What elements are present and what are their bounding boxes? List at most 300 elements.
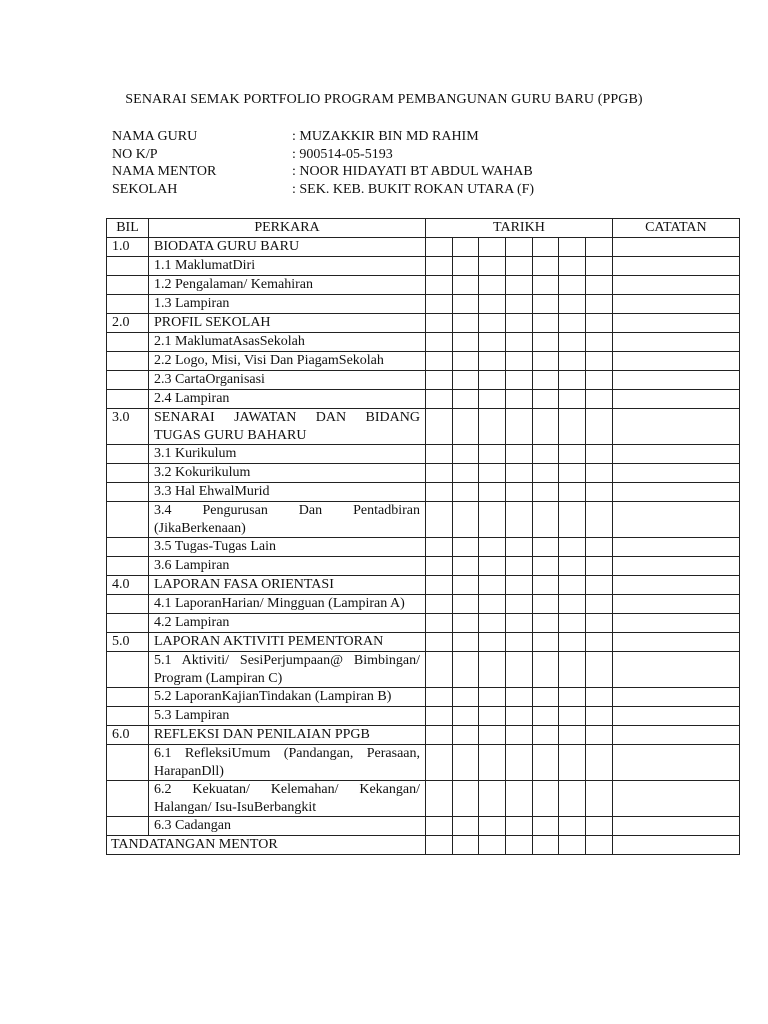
cell-tarikh[interactable] bbox=[506, 464, 533, 483]
cell-catatan[interactable] bbox=[612, 445, 739, 464]
cell-tarikh[interactable] bbox=[426, 276, 453, 295]
cell-tarikh[interactable] bbox=[452, 707, 479, 726]
cell-tarikh[interactable] bbox=[426, 707, 453, 726]
cell-tarikh[interactable] bbox=[426, 483, 453, 502]
cell-tarikh[interactable] bbox=[452, 314, 479, 333]
cell-tarikh[interactable] bbox=[586, 817, 613, 836]
cell-tarikh[interactable] bbox=[532, 633, 559, 652]
cell-tarikh[interactable] bbox=[506, 817, 533, 836]
cell-catatan[interactable] bbox=[612, 633, 739, 652]
cell-tarikh[interactable] bbox=[426, 333, 453, 352]
cell-tarikh[interactable] bbox=[452, 276, 479, 295]
cell-tarikh[interactable] bbox=[506, 557, 533, 576]
header-perkara: PERKARA bbox=[149, 219, 426, 238]
cell-tarikh[interactable] bbox=[506, 614, 533, 633]
cell-tarikh[interactable] bbox=[586, 371, 613, 390]
table-row bbox=[107, 295, 740, 314]
cell-tarikh[interactable] bbox=[426, 538, 453, 557]
cell-catatan[interactable] bbox=[612, 483, 739, 502]
cell-perkara: 3.1 Kurikulum bbox=[149, 445, 426, 464]
cell-tarikh[interactable] bbox=[426, 614, 453, 633]
cell-tarikh[interactable] bbox=[586, 836, 613, 855]
cell-tarikh[interactable] bbox=[586, 238, 613, 257]
cell-tarikh[interactable] bbox=[586, 726, 613, 745]
cell-tarikh[interactable] bbox=[426, 371, 453, 390]
cell-tarikh[interactable] bbox=[479, 836, 506, 855]
cell-tarikh[interactable] bbox=[506, 371, 533, 390]
cell-tarikh[interactable] bbox=[559, 745, 586, 781]
cell-tarikh[interactable] bbox=[586, 707, 613, 726]
table-row bbox=[107, 371, 740, 390]
cell-tarikh[interactable] bbox=[479, 483, 506, 502]
cell-tarikh[interactable] bbox=[506, 333, 533, 352]
table-row bbox=[107, 483, 740, 502]
cell-tarikh[interactable] bbox=[559, 295, 586, 314]
cell-tarikh[interactable] bbox=[559, 538, 586, 557]
cell-tarikh[interactable] bbox=[532, 276, 559, 295]
header-tarikh: TARIKH bbox=[426, 219, 613, 238]
cell-tarikh[interactable] bbox=[532, 726, 559, 745]
cell-tarikh[interactable] bbox=[532, 314, 559, 333]
table-row bbox=[107, 257, 740, 276]
document-title: SENARAI SEMAK PORTFOLIO PROGRAM PEMBANGUNAN GURU BARU (PPGB) bbox=[125, 92, 643, 107]
cell-tarikh[interactable] bbox=[532, 464, 559, 483]
cell-bil bbox=[107, 276, 149, 295]
cell-tarikh[interactable] bbox=[479, 817, 506, 836]
table-row bbox=[107, 333, 740, 352]
cell-tarikh[interactable] bbox=[532, 707, 559, 726]
cell-tarikh[interactable] bbox=[452, 295, 479, 314]
cell-tarikh[interactable] bbox=[452, 595, 479, 614]
cell-tarikh[interactable] bbox=[559, 707, 586, 726]
cell-bil bbox=[107, 538, 149, 557]
cell-tarikh[interactable] bbox=[532, 557, 559, 576]
cell-tarikh[interactable] bbox=[532, 745, 559, 781]
cell-perkara: 6.3 Cadangan bbox=[149, 817, 426, 836]
cell-tarikh[interactable] bbox=[452, 614, 479, 633]
cell-tarikh[interactable] bbox=[452, 745, 479, 781]
info-label: SEKOLAH bbox=[112, 181, 178, 197]
cell-tarikh[interactable] bbox=[532, 576, 559, 595]
cell-tarikh[interactable] bbox=[559, 464, 586, 483]
cell-bil bbox=[107, 333, 149, 352]
cell-catatan[interactable] bbox=[612, 688, 739, 707]
cell-catatan[interactable] bbox=[612, 276, 739, 295]
table-row bbox=[107, 688, 740, 707]
cell-tarikh[interactable] bbox=[426, 633, 453, 652]
info-value: : NOOR HIDAYATI BT ABDUL WAHAB bbox=[292, 164, 533, 179]
cell-tarikh[interactable] bbox=[532, 595, 559, 614]
cell-bil: 2.0 bbox=[107, 314, 149, 333]
cell-tarikh[interactable] bbox=[452, 333, 479, 352]
cell-tarikh[interactable] bbox=[479, 295, 506, 314]
info-label: NAMA GURU bbox=[112, 129, 198, 144]
cell-perkara: 3.4 Pengurusan Dan Pentadbiran (JikaBerkenaan) bbox=[149, 502, 426, 538]
cell-tarikh[interactable] bbox=[452, 817, 479, 836]
table-row bbox=[107, 614, 740, 633]
cell-perkara: LAPORAN FASA ORIENTASI bbox=[149, 576, 426, 595]
cell-tarikh[interactable] bbox=[506, 538, 533, 557]
cell-tarikh[interactable] bbox=[586, 576, 613, 595]
cell-tarikh[interactable] bbox=[559, 314, 586, 333]
cell-bil bbox=[107, 257, 149, 276]
cell-tarikh[interactable] bbox=[479, 595, 506, 614]
cell-tarikh[interactable] bbox=[532, 502, 559, 538]
cell-tarikh[interactable] bbox=[586, 483, 613, 502]
cell-tarikh[interactable] bbox=[479, 333, 506, 352]
info-label: NO K/P bbox=[112, 146, 158, 162]
cell-tarikh[interactable] bbox=[559, 614, 586, 633]
cell-perkara: 3.6 Lampiran bbox=[149, 557, 426, 576]
cell-tarikh[interactable] bbox=[586, 445, 613, 464]
cell-perkara: 3.3 Hal EhwalMurid bbox=[149, 483, 426, 502]
cell-tarikh[interactable] bbox=[532, 238, 559, 257]
cell-tarikh[interactable] bbox=[452, 409, 479, 445]
cell-catatan[interactable] bbox=[612, 238, 739, 257]
cell-catatan[interactable] bbox=[612, 502, 739, 538]
cell-tarikh[interactable] bbox=[506, 652, 533, 688]
cell-tarikh[interactable] bbox=[586, 745, 613, 781]
cell-tarikh[interactable] bbox=[452, 538, 479, 557]
cell-tarikh[interactable] bbox=[479, 557, 506, 576]
cell-bil bbox=[107, 614, 149, 633]
teacher-info bbox=[112, 128, 534, 198]
cell-tarikh[interactable] bbox=[586, 314, 613, 333]
cell-tarikh[interactable] bbox=[452, 464, 479, 483]
cell-tarikh[interactable] bbox=[426, 409, 453, 445]
table-row bbox=[107, 707, 740, 726]
cell-catatan[interactable] bbox=[612, 836, 739, 855]
cell-bil bbox=[107, 745, 149, 781]
cell-tarikh[interactable] bbox=[506, 409, 533, 445]
cell-tarikh[interactable] bbox=[559, 633, 586, 652]
cell-tarikh[interactable] bbox=[506, 688, 533, 707]
cell-tarikh[interactable] bbox=[532, 538, 559, 557]
cell-tarikh[interactable] bbox=[506, 238, 533, 257]
cell-perkara: 1.1 MaklumatDiri bbox=[149, 257, 426, 276]
cell-tarikh[interactable] bbox=[506, 502, 533, 538]
cell-tarikh[interactable] bbox=[559, 483, 586, 502]
cell-catatan[interactable] bbox=[612, 371, 739, 390]
cell-tarikh[interactable] bbox=[532, 257, 559, 276]
table-row bbox=[107, 595, 740, 614]
cell-tarikh[interactable] bbox=[479, 745, 506, 781]
cell-tarikh[interactable] bbox=[506, 707, 533, 726]
cell-perkara: SENARAI JAWATAN DAN BIDANG TUGAS GURU BAHARU bbox=[149, 409, 426, 445]
cell-bil bbox=[107, 707, 149, 726]
mentor-signature-label: TANDATANGAN MENTOR bbox=[107, 836, 426, 855]
cell-catatan[interactable] bbox=[612, 390, 739, 409]
cell-tarikh[interactable] bbox=[506, 295, 533, 314]
cell-tarikh[interactable] bbox=[452, 390, 479, 409]
cell-tarikh[interactable] bbox=[426, 781, 453, 817]
cell-tarikh[interactable] bbox=[559, 652, 586, 688]
cell-tarikh[interactable] bbox=[532, 483, 559, 502]
cell-tarikh[interactable] bbox=[559, 502, 586, 538]
cell-tarikh[interactable] bbox=[479, 238, 506, 257]
cell-tarikh[interactable] bbox=[479, 688, 506, 707]
cell-perkara: 3.5 Tugas-Tugas Lain bbox=[149, 538, 426, 557]
cell-catatan[interactable] bbox=[612, 614, 739, 633]
cell-tarikh[interactable] bbox=[452, 257, 479, 276]
cell-tarikh[interactable] bbox=[452, 836, 479, 855]
cell-tarikh[interactable] bbox=[532, 409, 559, 445]
cell-tarikh[interactable] bbox=[426, 314, 453, 333]
cell-tarikh[interactable] bbox=[479, 726, 506, 745]
cell-catatan[interactable] bbox=[612, 595, 739, 614]
info-row bbox=[112, 146, 534, 164]
cell-tarikh[interactable] bbox=[586, 652, 613, 688]
cell-tarikh[interactable] bbox=[452, 352, 479, 371]
cell-tarikh[interactable] bbox=[479, 652, 506, 688]
info-value: : SEK. KEB. BUKIT ROKAN UTARA (F) bbox=[292, 181, 535, 197]
cell-tarikh[interactable] bbox=[479, 257, 506, 276]
cell-bil bbox=[107, 502, 149, 538]
table-body bbox=[107, 238, 740, 855]
cell-tarikh[interactable] bbox=[532, 781, 559, 817]
table-row bbox=[107, 409, 740, 445]
table-row bbox=[107, 652, 740, 688]
cell-tarikh[interactable] bbox=[559, 781, 586, 817]
cell-catatan[interactable] bbox=[612, 257, 739, 276]
cell-tarikh[interactable] bbox=[452, 371, 479, 390]
cell-tarikh[interactable] bbox=[559, 445, 586, 464]
cell-tarikh[interactable] bbox=[479, 352, 506, 371]
cell-tarikh[interactable] bbox=[532, 295, 559, 314]
cell-bil bbox=[107, 688, 149, 707]
cell-tarikh[interactable] bbox=[559, 557, 586, 576]
table-header-row bbox=[107, 219, 740, 238]
cell-perkara: 2.4 Lampiran bbox=[149, 390, 426, 409]
cell-tarikh[interactable] bbox=[452, 238, 479, 257]
cell-tarikh[interactable] bbox=[559, 257, 586, 276]
cell-tarikh[interactable] bbox=[426, 595, 453, 614]
cell-catatan[interactable] bbox=[612, 464, 739, 483]
cell-perkara: LAPORAN AKTIVITI PEMENTORAN bbox=[149, 633, 426, 652]
cell-tarikh[interactable] bbox=[452, 483, 479, 502]
cell-tarikh[interactable] bbox=[479, 614, 506, 633]
table-row bbox=[107, 238, 740, 257]
info-row bbox=[112, 163, 534, 181]
cell-tarikh[interactable] bbox=[452, 652, 479, 688]
cell-tarikh[interactable] bbox=[559, 409, 586, 445]
cell-tarikh[interactable] bbox=[506, 576, 533, 595]
table-row bbox=[107, 576, 740, 595]
cell-tarikh[interactable] bbox=[426, 836, 453, 855]
cell-tarikh[interactable] bbox=[506, 257, 533, 276]
cell-tarikh[interactable] bbox=[426, 464, 453, 483]
cell-tarikh[interactable] bbox=[559, 817, 586, 836]
cell-bil: 3.0 bbox=[107, 409, 149, 445]
cell-tarikh[interactable] bbox=[426, 745, 453, 781]
cell-tarikh[interactable] bbox=[586, 595, 613, 614]
table-row bbox=[107, 538, 740, 557]
cell-catatan[interactable] bbox=[612, 557, 739, 576]
cell-tarikh[interactable] bbox=[506, 726, 533, 745]
cell-tarikh[interactable] bbox=[506, 483, 533, 502]
cell-tarikh[interactable] bbox=[506, 445, 533, 464]
cell-tarikh[interactable] bbox=[426, 238, 453, 257]
cell-tarikh[interactable] bbox=[426, 726, 453, 745]
cell-tarikh[interactable] bbox=[452, 502, 479, 538]
cell-bil bbox=[107, 390, 149, 409]
cell-tarikh[interactable] bbox=[559, 390, 586, 409]
cell-tarikh[interactable] bbox=[452, 781, 479, 817]
cell-tarikh[interactable] bbox=[586, 295, 613, 314]
cell-tarikh[interactable] bbox=[479, 502, 506, 538]
cell-tarikh[interactable] bbox=[479, 371, 506, 390]
cell-tarikh[interactable] bbox=[532, 352, 559, 371]
cell-tarikh[interactable] bbox=[586, 333, 613, 352]
cell-tarikh[interactable] bbox=[586, 390, 613, 409]
cell-tarikh[interactable] bbox=[532, 652, 559, 688]
cell-tarikh[interactable] bbox=[532, 371, 559, 390]
cell-tarikh[interactable] bbox=[452, 557, 479, 576]
cell-tarikh[interactable] bbox=[479, 314, 506, 333]
cell-catatan[interactable] bbox=[612, 652, 739, 688]
cell-catatan[interactable] bbox=[612, 352, 739, 371]
cell-catatan[interactable] bbox=[612, 409, 739, 445]
cell-bil bbox=[107, 557, 149, 576]
header-catatan: CATATAN bbox=[612, 219, 739, 238]
cell-tarikh[interactable] bbox=[532, 817, 559, 836]
cell-tarikh[interactable] bbox=[559, 238, 586, 257]
cell-tarikh[interactable] bbox=[506, 633, 533, 652]
cell-tarikh[interactable] bbox=[586, 464, 613, 483]
table-row bbox=[107, 464, 740, 483]
cell-perkara: REFLEKSI DAN PENILAIAN PPGB bbox=[149, 726, 426, 745]
cell-catatan[interactable] bbox=[612, 333, 739, 352]
cell-tarikh[interactable] bbox=[479, 464, 506, 483]
cell-tarikh[interactable] bbox=[586, 352, 613, 371]
cell-bil: 4.0 bbox=[107, 576, 149, 595]
cell-tarikh[interactable] bbox=[559, 276, 586, 295]
cell-tarikh[interactable] bbox=[586, 633, 613, 652]
cell-tarikh[interactable] bbox=[452, 633, 479, 652]
cell-tarikh[interactable] bbox=[586, 688, 613, 707]
cell-tarikh[interactable] bbox=[586, 257, 613, 276]
table-row bbox=[107, 445, 740, 464]
cell-bil bbox=[107, 295, 149, 314]
cell-tarikh[interactable] bbox=[479, 707, 506, 726]
cell-tarikh[interactable] bbox=[559, 836, 586, 855]
cell-bil bbox=[107, 371, 149, 390]
cell-tarikh[interactable] bbox=[559, 688, 586, 707]
cell-tarikh[interactable] bbox=[506, 276, 533, 295]
checklist-table bbox=[106, 218, 740, 855]
cell-tarikh[interactable] bbox=[452, 726, 479, 745]
cell-perkara: 1.3 Lampiran bbox=[149, 295, 426, 314]
info-row bbox=[112, 181, 534, 199]
cell-tarikh[interactable] bbox=[532, 445, 559, 464]
cell-tarikh[interactable] bbox=[586, 502, 613, 538]
cell-tarikh[interactable] bbox=[426, 445, 453, 464]
cell-tarikh[interactable] bbox=[426, 652, 453, 688]
cell-tarikh[interactable] bbox=[559, 726, 586, 745]
cell-tarikh[interactable] bbox=[532, 688, 559, 707]
cell-catatan[interactable] bbox=[612, 745, 739, 781]
cell-tarikh[interactable] bbox=[479, 390, 506, 409]
cell-tarikh[interactable] bbox=[586, 781, 613, 817]
cell-tarikh[interactable] bbox=[586, 538, 613, 557]
cell-tarikh[interactable] bbox=[532, 614, 559, 633]
cell-tarikh[interactable] bbox=[506, 836, 533, 855]
cell-tarikh[interactable] bbox=[586, 409, 613, 445]
cell-tarikh[interactable] bbox=[506, 745, 533, 781]
cell-catatan[interactable] bbox=[612, 726, 739, 745]
cell-tarikh[interactable] bbox=[506, 352, 533, 371]
cell-tarikh[interactable] bbox=[559, 576, 586, 595]
cell-tarikh[interactable] bbox=[426, 817, 453, 836]
cell-catatan[interactable] bbox=[612, 817, 739, 836]
cell-tarikh[interactable] bbox=[532, 390, 559, 409]
cell-tarikh[interactable] bbox=[479, 538, 506, 557]
cell-tarikh[interactable] bbox=[506, 595, 533, 614]
cell-bil bbox=[107, 445, 149, 464]
cell-tarikh[interactable] bbox=[479, 409, 506, 445]
cell-tarikh[interactable] bbox=[559, 333, 586, 352]
cell-bil bbox=[107, 483, 149, 502]
cell-tarikh[interactable] bbox=[426, 502, 453, 538]
cell-tarikh[interactable] bbox=[426, 257, 453, 276]
cell-perkara: 4.1 LaporanHarian/ Mingguan (Lampiran A) bbox=[149, 595, 426, 614]
table-row bbox=[107, 726, 740, 745]
cell-tarikh[interactable] bbox=[506, 314, 533, 333]
cell-tarikh[interactable] bbox=[479, 445, 506, 464]
cell-tarikh[interactable] bbox=[426, 688, 453, 707]
cell-perkara: 3.2 Kokurikulum bbox=[149, 464, 426, 483]
cell-tarikh[interactable] bbox=[452, 576, 479, 595]
cell-tarikh[interactable] bbox=[506, 390, 533, 409]
cell-catatan[interactable] bbox=[612, 295, 739, 314]
cell-tarikh[interactable] bbox=[586, 557, 613, 576]
info-row bbox=[112, 128, 534, 146]
cell-tarikh[interactable] bbox=[426, 576, 453, 595]
cell-perkara: 2.2 Logo, Misi, Visi Dan PiagamSekolah bbox=[149, 352, 426, 371]
cell-tarikh[interactable] bbox=[452, 445, 479, 464]
cell-tarikh[interactable] bbox=[559, 352, 586, 371]
cell-tarikh[interactable] bbox=[426, 557, 453, 576]
table-row bbox=[107, 276, 740, 295]
cell-tarikh[interactable] bbox=[559, 371, 586, 390]
cell-catatan[interactable] bbox=[612, 538, 739, 557]
cell-tarikh[interactable] bbox=[532, 836, 559, 855]
cell-tarikh[interactable] bbox=[479, 576, 506, 595]
cell-tarikh[interactable] bbox=[532, 333, 559, 352]
table-row bbox=[107, 390, 740, 409]
cell-tarikh[interactable] bbox=[426, 352, 453, 371]
cell-tarikh[interactable] bbox=[426, 295, 453, 314]
cell-catatan[interactable] bbox=[612, 314, 739, 333]
table-row bbox=[107, 781, 740, 817]
cell-tarikh[interactable] bbox=[559, 595, 586, 614]
cell-tarikh[interactable] bbox=[506, 781, 533, 817]
cell-tarikh[interactable] bbox=[479, 276, 506, 295]
cell-catatan[interactable] bbox=[612, 576, 739, 595]
cell-tarikh[interactable] bbox=[586, 614, 613, 633]
cell-bil bbox=[107, 817, 149, 836]
info-label: NAMA MENTOR bbox=[112, 164, 217, 179]
cell-tarikh[interactable] bbox=[479, 633, 506, 652]
cell-perkara: 6.2 Kekuatan/ Kelemahan/ Kekangan/ Halangan/ Isu-IsuBerbangkit bbox=[149, 781, 426, 817]
cell-catatan[interactable] bbox=[612, 707, 739, 726]
cell-tarikh[interactable] bbox=[452, 688, 479, 707]
cell-catatan[interactable] bbox=[612, 781, 739, 817]
cell-bil bbox=[107, 595, 149, 614]
cell-tarikh[interactable] bbox=[426, 390, 453, 409]
cell-tarikh[interactable] bbox=[479, 781, 506, 817]
cell-tarikh[interactable] bbox=[586, 276, 613, 295]
